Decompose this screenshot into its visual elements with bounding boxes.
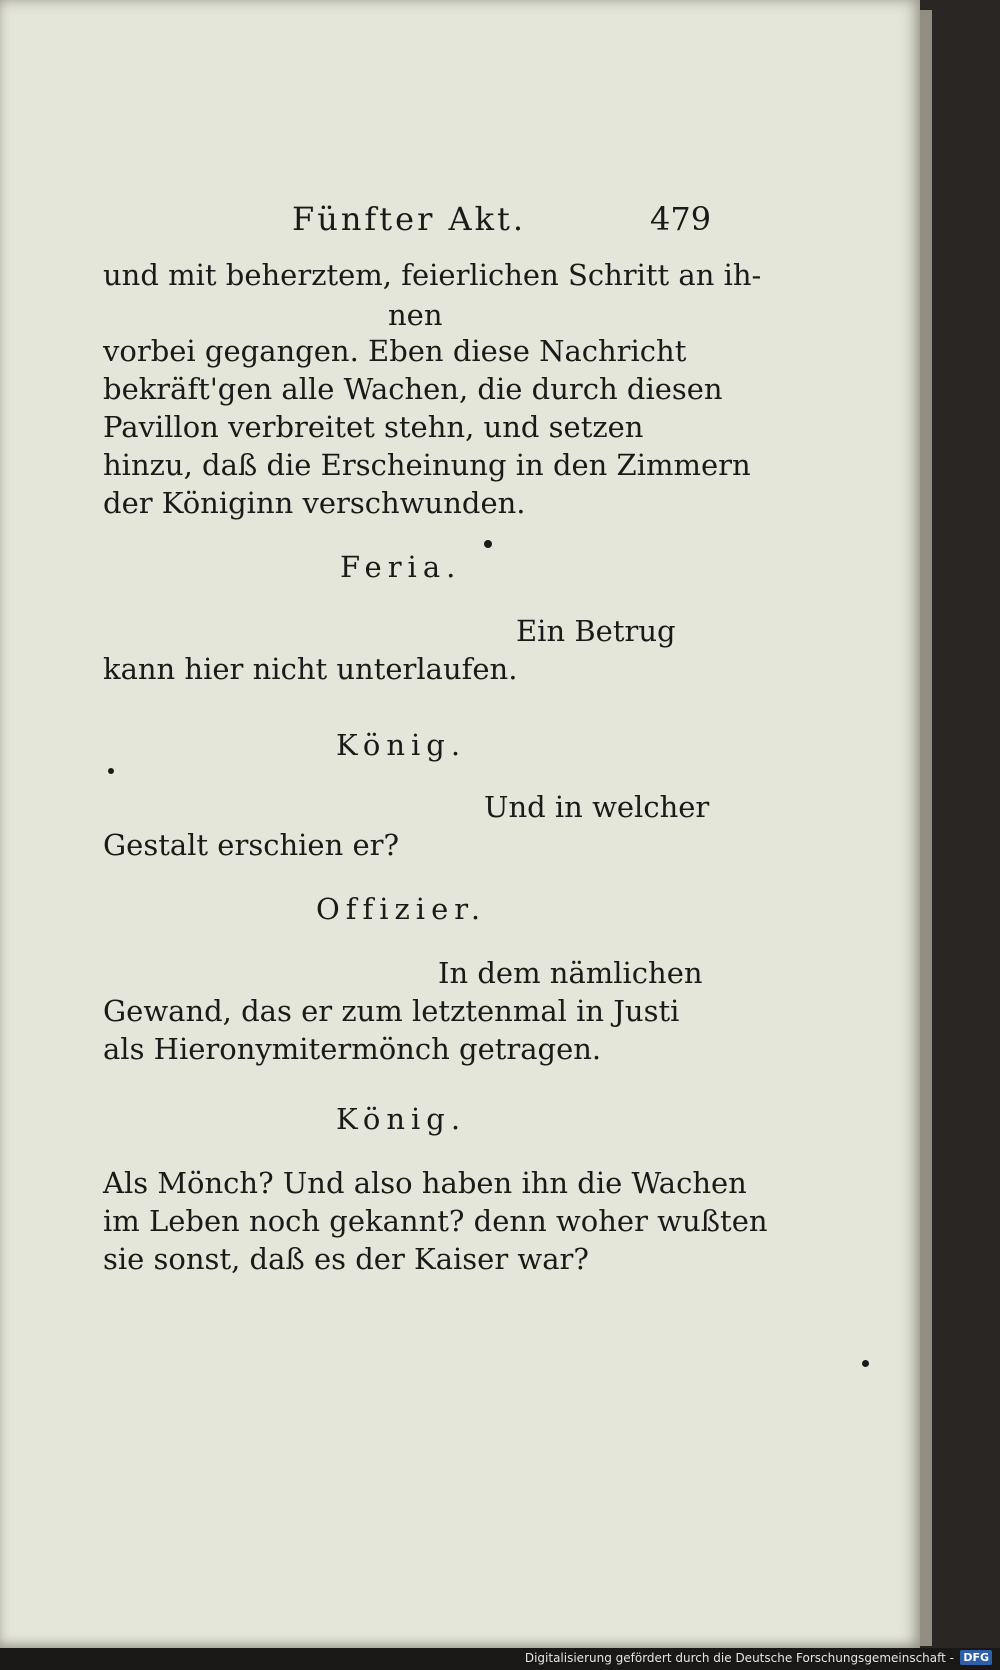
running-header-title: Fünfter Akt.	[292, 200, 527, 238]
page-number: 479	[650, 200, 712, 238]
text-line: Ein Betrug	[516, 614, 676, 648]
text-line: und mit beherztem, feierlichen Schritt an ih-	[103, 258, 762, 292]
text-line: bekräft'gen alle Wachen, die durch diesen	[103, 372, 723, 406]
ink-speck	[862, 1360, 869, 1367]
digitization-credit: Digitalisierung gefördert durch die Deutsche Forschungsgemeinschaft -	[524, 1651, 954, 1665]
text-line: nen	[388, 298, 443, 332]
text-line: im Leben noch gekannt? denn woher wußten	[103, 1204, 768, 1238]
text-line: sie sonst, daß es der Kaiser war?	[103, 1242, 589, 1276]
text-line: Als Mönch? Und also haben ihn die Wachen	[103, 1166, 747, 1200]
text-line: als Hieronymitermönch getragen.	[103, 1032, 602, 1066]
speaker-name: Feria.	[340, 550, 462, 584]
text-line: In dem nämlichen	[438, 956, 703, 990]
ink-speck	[108, 768, 114, 774]
dfg-logo: DFG	[960, 1650, 992, 1665]
text-line: Pavillon verbreitet stehn, und setzen	[103, 410, 644, 444]
speaker-name: Offizier.	[316, 892, 487, 926]
ink-speck	[484, 540, 492, 548]
text-line: vorbei gegangen. Eben diese Nachricht	[103, 334, 687, 368]
text-line: Und in welcher	[484, 790, 710, 824]
text-line: Gewand, das er zum letztenmal in Justi	[103, 994, 680, 1028]
text-line: der Königinn verschwunden.	[103, 486, 526, 520]
text-line: Gestalt erschien er?	[103, 828, 400, 862]
text-line: kann hier nicht unterlaufen.	[103, 652, 518, 686]
speaker-name: König.	[336, 1102, 467, 1136]
speaker-name: König.	[336, 728, 467, 762]
text-line: hinzu, daß die Erscheinung in den Zimmern	[103, 448, 751, 482]
page-edge	[920, 10, 932, 1646]
